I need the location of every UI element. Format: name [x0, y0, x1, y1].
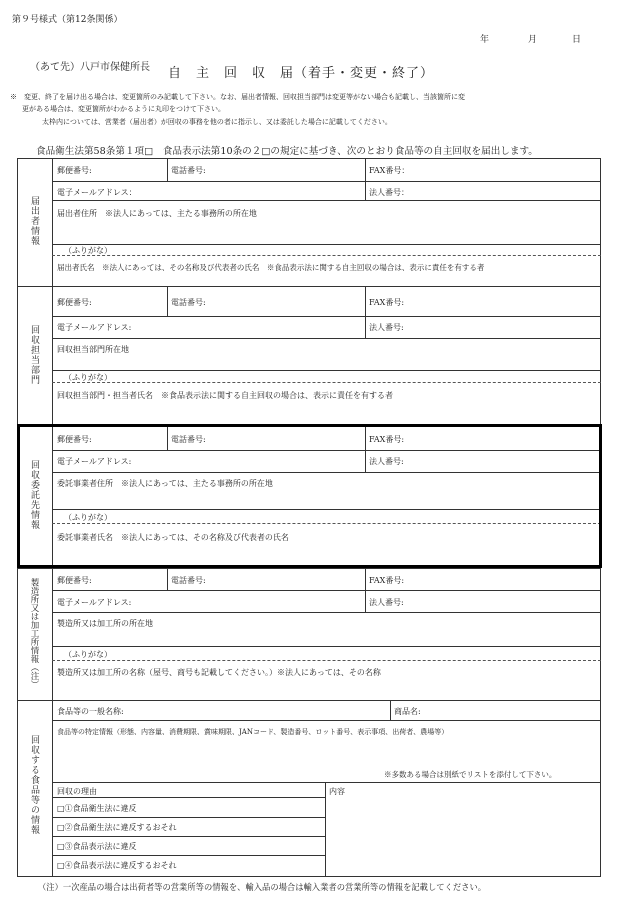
factory-address-label: 製造所又は加工所の所在地 [57, 619, 153, 628]
contractor-phone-label: 電話番号: [171, 435, 206, 444]
contractor-corp-label: 法人番号: [369, 457, 404, 466]
date-day-label: 日 [572, 35, 582, 45]
applicant-fax-label: FAX番号： [369, 166, 410, 175]
date-month-label: 月 [528, 35, 538, 45]
recall-reason-label: 回収の理由 [57, 787, 97, 796]
applicant-postal-label: 郵便番号: [57, 166, 92, 175]
reason-option-1[interactable]: □①食品衛生法に違反 [57, 804, 137, 813]
factory-corp-label: 法人番号: [369, 598, 404, 607]
dept-address-label: 回収担当部門所在地 [57, 345, 129, 354]
applicant-phone-label: 電話番号: [171, 166, 206, 175]
dept-name-label: 回収担当部門・担当者氏名 ※食品表示法に関する自主回収の場合は、表示に責任を有する者 [57, 391, 393, 400]
intro-statement: 食品衛生法第58条第１項□ 食品表示法第10条の２□の規定に基づき、次のとおり食品等の自主回収を届出します。 [36, 146, 538, 157]
applicant-address-label: 届出者住所 ※法人にあっては、主たる事務所の所在地 [57, 209, 257, 218]
applicant-email-label: 電子メールアドレス： [57, 188, 137, 197]
side-label-applicant: 届出者情報 [29, 196, 39, 246]
side-label-food: 回収する食品等の情報 [29, 735, 39, 835]
reason-option-3[interactable]: □③食品表示法に違反 [57, 842, 137, 851]
factory-phone-label: 電話番号: [171, 576, 206, 585]
factory-fax-label: FAX番号: [369, 576, 405, 585]
factory-name-label: 製造所又は加工所の名称（屋号、商号も記載してください。）※法人にあっては、その名称 [57, 668, 381, 677]
food-list-note: ※多数ある場合は別紙でリストを添付して下さい。 [384, 770, 557, 779]
contractor-highlight-box [17, 424, 602, 568]
applicant-corp-label: 法人番号： [369, 188, 409, 197]
addressee: （あて先）八戸市保健所長 [30, 62, 150, 73]
dept-email-label: 電子メールアドレス: [57, 323, 132, 332]
date-year-label: 年 [480, 35, 490, 45]
note-line-3: 太枠内については、営業者（届出者）が回収の事務を他の者に指示し、又は委託した場合に記載してください。 [42, 118, 392, 126]
recall-content-label: 内容 [329, 787, 345, 796]
factory-postal-label: 郵便番号: [57, 576, 92, 585]
dept-fax-label: FAX番号: [369, 298, 405, 307]
footer-note: （注）一次産品の場合は出荷者等の営業所等の情報を、輸入品の場合は輸入業者の営業所等の情報を記載してください。 [38, 882, 487, 892]
contractor-address-label: 委託事業者住所 ※法人にあっては、主たる事務所の所在地 [57, 479, 273, 488]
contractor-email-label: 電子メールアドレス: [57, 457, 132, 466]
side-label-factory: 製造所又は加工所情報（注） [29, 578, 39, 689]
note-line-1: ※ 変更、終了を届け出る場合は、変更箇所のみ記載して下さい。なお、届出者情報、回収担当部門は変更等がない場合も記載し、当該箇所に変 [10, 93, 465, 101]
food-specific-info-label: 食品等の特定情報（形態、内容量、消費期限、賞味期限、JANコード、製造番号、ロット番号、表示事項、出荷者、農場等） [57, 728, 449, 736]
page-title: 自 主 回 収 届（着手・変更・終了） [168, 66, 435, 81]
side-label-recovery-dept: 回収担当部門 [29, 325, 39, 385]
factory-email-label: 電子メールアドレス: [57, 598, 132, 607]
note-line-2: 更がある場合は、変更箇所がわかるように丸印をつけて下さい。 [22, 105, 225, 113]
dept-phone-label: 電話番号: [171, 298, 206, 307]
contractor-furigana-label: （ふりがな） [64, 513, 112, 522]
contractor-name-label: 委託事業者氏名 ※法人にあっては、その名称及び代表者の氏名 [57, 533, 289, 542]
reason-option-4[interactable]: □④食品表示法に違反するおそれ [57, 861, 177, 870]
applicant-name-label: 届出者氏名 ※法人にあっては、その名称及び代表者の氏名 ※食品表示法に関する自主回収の場合は、表示に責任を有する者 [57, 263, 485, 272]
factory-furigana-label: （ふりがな） [64, 650, 112, 659]
applicant-furigana-label: （ふりがな） [64, 246, 112, 255]
dept-corp-label: 法人番号: [369, 323, 404, 332]
reason-option-2[interactable]: □②食品衛生法に違反するおそれ [57, 823, 177, 832]
side-label-contractor: 回収委託先情報 [29, 460, 39, 530]
contractor-postal-label: 郵便番号: [57, 435, 92, 444]
dept-furigana-label: （ふりがな） [64, 373, 112, 382]
dept-postal-label: 郵便番号: [57, 298, 92, 307]
food-general-name-label: 食品等の一般名称: [57, 707, 124, 716]
food-product-name-label: 商品名: [394, 707, 421, 716]
contractor-fax-label: FAX番号: [369, 435, 405, 444]
form-number: 第９号様式（第12条関係） [12, 15, 123, 25]
